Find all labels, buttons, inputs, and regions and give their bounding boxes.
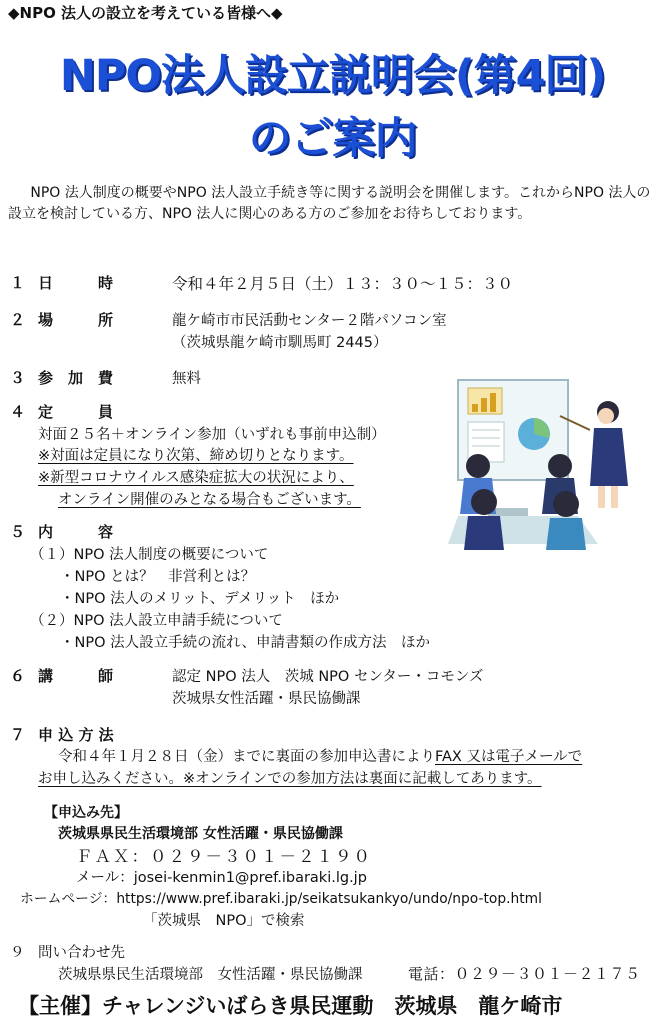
apply-instruction: お申し込みください。	[38, 771, 183, 787]
inquiry-tel: 電話：０２９－３０１－２１７５	[408, 965, 641, 983]
section-number: ４	[10, 403, 26, 421]
venue-label: 場 所	[38, 311, 114, 329]
venue-address: （茨城県龍ケ崎市馴馬町 2445）	[172, 335, 388, 351]
apply-method-text: FAX 又は電子メールで	[435, 749, 583, 765]
lecturer-label: 講 師	[38, 667, 114, 685]
inquiry-org: 茨城県県民生活環境部 女性活躍・県民協働課	[58, 967, 363, 983]
contact-mail-row	[76, 866, 367, 887]
section-number: １	[10, 274, 26, 292]
content-label: 内 容	[38, 523, 114, 541]
contact-org: 茨城県県民生活環境部 女性活躍・県民協働課	[58, 826, 343, 842]
fee-label: 参 加 費	[38, 369, 114, 387]
date-label: 日 時	[38, 274, 114, 292]
lecturer-value: 認定 NPO 法人 茨城 NPO センター・コモンズ	[172, 669, 484, 685]
organizer-footer: 【主催】チャレンジいばらき県民運動 茨城県 龍ケ崎市	[18, 994, 563, 1018]
content-item: （１）NPO 法人制度の概要について	[30, 547, 269, 563]
fee-value: 無料	[172, 371, 201, 387]
capacity-note: ※新型コロナウイルス感染症拡大の状況により、	[38, 470, 354, 486]
capacity-line: 対面２５名＋オンライン参加（いずれも事前申込制）	[38, 427, 386, 443]
mail-label: メール：	[76, 870, 134, 886]
homepage-label: ホームページ：	[20, 891, 117, 907]
section-number: ５	[10, 523, 26, 541]
section-number: ３	[10, 369, 26, 387]
section-number: ９	[10, 945, 25, 961]
capacity-label: 定 員	[38, 403, 114, 421]
content-subitem: ・NPO 法人のメリット、デメリット ほか	[60, 591, 340, 607]
section-number: ７	[10, 726, 26, 744]
contact-fax: ＦＡＸ：０２９－３０１－２１９０	[76, 847, 372, 866]
meeting-illustration	[448, 378, 638, 558]
content-item: （２）NPO 法人設立申請手続について	[30, 613, 283, 629]
page-title: NPO法人設立説明会(第4回)	[59, 51, 606, 101]
apply-label: 申 込 方 法	[38, 726, 114, 744]
mail-address[interactable]: josei-kenmin1@pref.ibaraki.lg.jp	[133, 870, 367, 886]
page-title-line2: のご案内	[248, 114, 417, 164]
venue-value: 龍ケ崎市市民活動センター２階パソコン室	[172, 313, 447, 329]
contact-homepage-row	[20, 887, 542, 907]
inquiry-label: 問い合わせ先	[38, 945, 125, 961]
apply-text	[38, 767, 542, 788]
apply-text	[58, 745, 582, 766]
apply-deadline-text: 令和４年１月２８日（金）までに裏面の参加申込書により	[58, 749, 435, 765]
content-subitem: ・NPO 法人設立手続の流れ、申請書類の作成方法 ほか	[60, 635, 430, 651]
apply-online-note: ※オンラインでの参加方法は裏面に記載してあります。	[183, 771, 542, 787]
content-subitem: ・NPO とは？ 非営利とは？	[60, 569, 256, 585]
homepage-link[interactable]: https://www.pref.ibaraki.jp/seikatsukankyo/undo/npo-top.html	[116, 891, 542, 907]
kicker-text: ◆NPO 法人の設立を考えている皆様へ◆	[8, 4, 283, 22]
intro-paragraph: NPO 法人制度の概要やNPO 法人設立手続き等に関する説明会を開催します。これからNPO 法人の設立を検討している方、NPO 法人に関心のある方のご参加をお待ちしております。	[8, 185, 651, 222]
capacity-note: ※対面は定員になり次第、締め切りとなります。	[38, 448, 354, 464]
search-hint: 「茨城県 NPO」で検索	[143, 913, 305, 929]
section-number: ２	[10, 311, 26, 329]
lecturer-value: 茨城県女性活躍・県民協働課	[172, 691, 361, 707]
capacity-note: オンライン開催のみとなる場合もございます。	[58, 492, 361, 508]
contact-heading: 【申込み先】	[44, 805, 128, 821]
section-number: ６	[10, 667, 26, 685]
date-value: 令和４年２月５日（土）１３：３０～１５：３０	[172, 275, 514, 293]
